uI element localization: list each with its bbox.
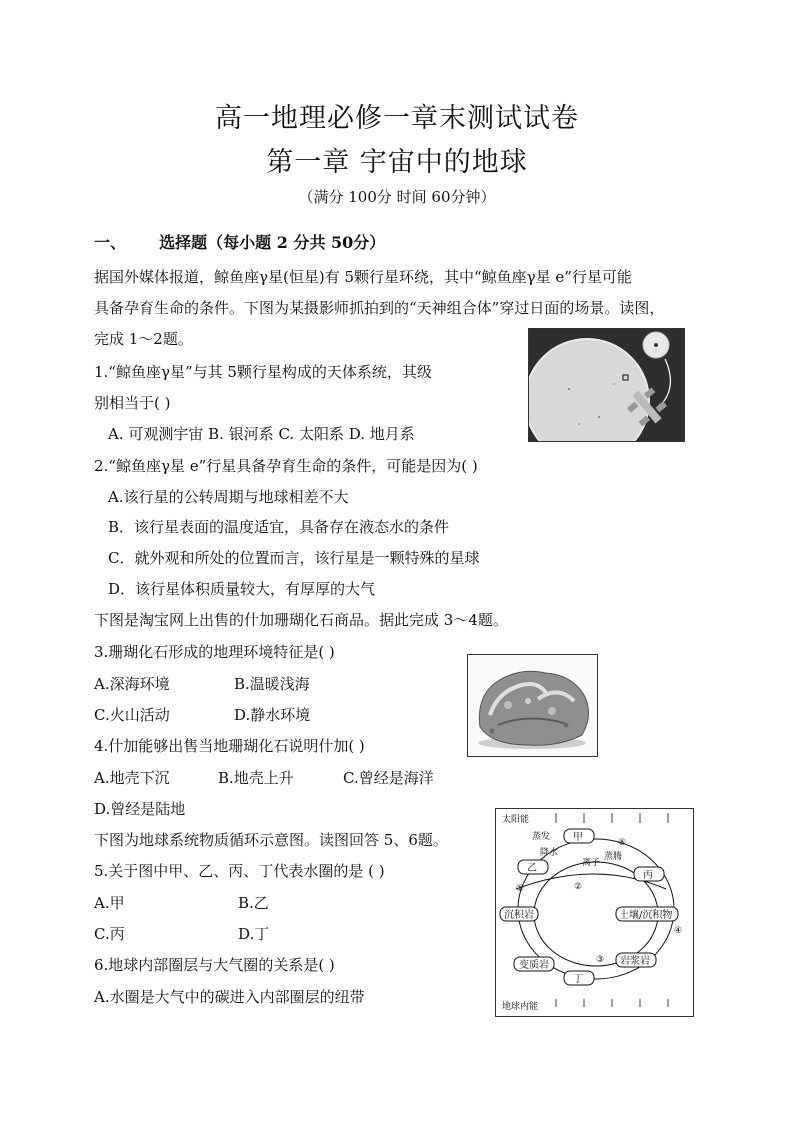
q4-option-b: B.地壳上升 (218, 769, 294, 787)
section-number: 一、 (94, 233, 127, 252)
q4-option-d: D.曾经是陆地 (94, 800, 186, 818)
passage1-line1: 据国外媒体报道，鲸鱼座γ星(恒星)有 5颗行星环绕，其中“鲸鱼座γ星 e”行星可能 (94, 268, 632, 286)
ding-label: 丁 (573, 974, 583, 985)
sediment-rock-label: 沉积岩 (504, 910, 534, 921)
q3-option-c: C.火山活动 (94, 706, 170, 724)
passage3: 下图为地球系统物质循环示意图。读图回答 5、6题。 (94, 831, 448, 849)
q2-option-d: D．该行星体积质量较大，有厚厚的大气 (108, 580, 376, 598)
bing-label: 丙 (643, 870, 653, 881)
q2-option-b: B．该行星表面的温度适宜，具备存在液态水的条件 (108, 518, 450, 536)
magma-label: 岩浆岩 (620, 956, 650, 967)
q4-option-c: C.曾经是海洋 (343, 769, 434, 787)
marker-2: ② (574, 882, 583, 892)
jia-label: 甲 (573, 832, 583, 843)
chapter-title: 第一章 宇宙中的地球 (266, 147, 528, 178)
q5-option-d: D.丁 (238, 925, 270, 943)
exam-meta: （满分 100分 时间 60分钟） (298, 188, 496, 206)
passage2: 下图是淘宝网上出售的什加珊瑚化石商品。据此完成 3～4题。 (94, 611, 508, 629)
q1-stem-line1: 1.“鲸鱼座γ星”与其 5颗行星构成的天体系统，其级 (94, 363, 432, 381)
q2-option-c: C．就外观和所处的位置而言，该行星是一颗特殊的星球 (108, 549, 480, 567)
ions-label: 离子 (582, 858, 601, 868)
precip-label: 降水 (540, 848, 559, 858)
sun-transit-figure (528, 328, 685, 442)
q5-option-a: A.甲 (94, 894, 125, 912)
q4-option-a: A.地壳下沉 (94, 769, 170, 787)
q3-option-d: D.静水环境 (234, 706, 311, 724)
section-heading (94, 230, 385, 253)
q2-option-a: A.该行星的公转周期与地球相差不大 (108, 488, 349, 506)
coral-fossil-figure (467, 654, 598, 757)
solar-energy-label: 太阳能 (502, 815, 530, 825)
exam-title: 高一地理必修一章末测试试卷 (215, 103, 579, 134)
earth-internal-energy-label: 地球内能 (502, 1002, 539, 1012)
q3-option-b: B.温暖浅海 (234, 675, 310, 693)
marker-3: ③ (596, 955, 605, 965)
section-title: 选择题（每小题 2 分共 50分） (159, 233, 386, 252)
q1-options: A. 可观测宇宙 B. 银河系 C. 太阳系 D. 地月系 (108, 425, 415, 443)
q5-option-c: C.丙 (94, 925, 125, 943)
q3-stem: 3.珊瑚化石形成的地理环境特征是( ) (94, 643, 335, 661)
earth-cycle-diagram (495, 808, 694, 1017)
q5-option-b: B.乙 (238, 894, 269, 912)
marker-4: ④ (674, 926, 683, 936)
q3-option-a: A.深海环境 (94, 675, 170, 693)
metamorphic-label: 变质岩 (519, 960, 549, 971)
transpire-label: 蒸腾 (604, 852, 623, 862)
q5-stem: 5.关于图中甲、乙、丙、丁代表水圈的是 ( ) (94, 862, 385, 880)
marker-5: ⑤ (618, 838, 627, 848)
q4-stem: 4.什加能够出售当地珊瑚化石说明什加( ) (94, 737, 365, 755)
q6-stem: 6.地球内部圈层与大气圈的关系是( ) (94, 956, 335, 974)
passage1-line3: 完成 1～2题。 (94, 330, 193, 348)
marker-1: ① (516, 884, 525, 894)
passage1-line2: 具备孕育生命的条件。下图为某摄影师抓拍到的“天神组合体”穿过日面的场景。读图， (94, 299, 665, 317)
q2-stem: 2.“鲸鱼座γ星 e”行星具备孕育生命的条件，可能是因为( ) (94, 457, 478, 475)
evaporate-label: 蒸发 (532, 832, 551, 842)
yi-label: 乙 (527, 863, 537, 874)
q6-option-a: A.水圈是大气中的碳进入内部圈层的纽带 (94, 988, 365, 1006)
soil-label: 土壤/沉积物 (619, 910, 673, 921)
q1-stem-line2: 别相当于( ) (94, 394, 171, 412)
